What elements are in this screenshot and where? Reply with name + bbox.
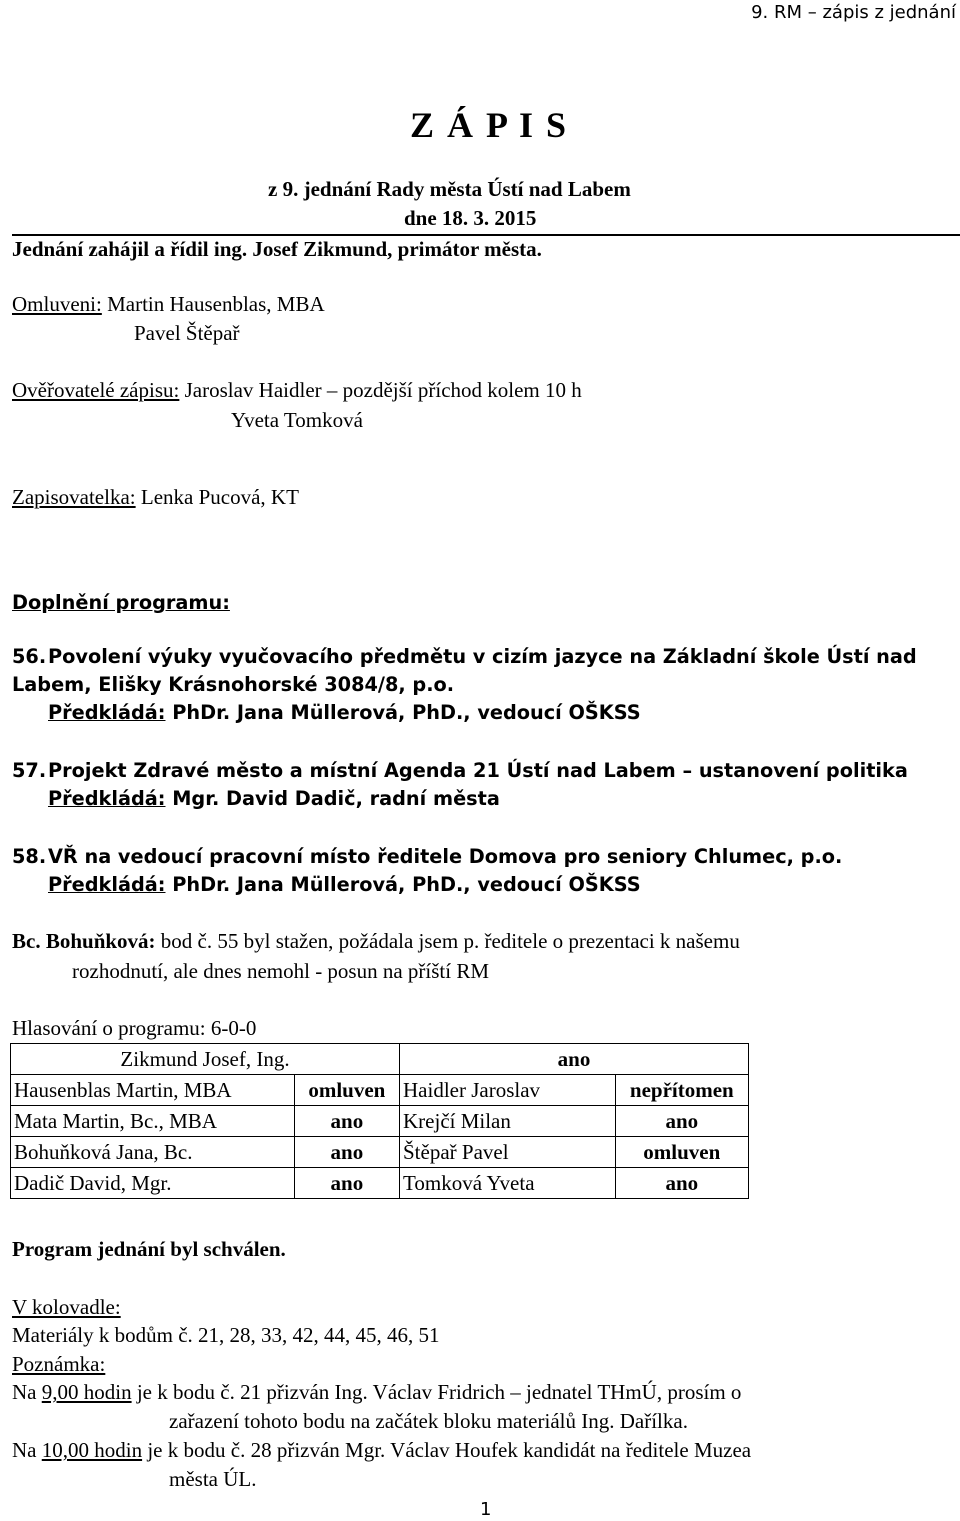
member-vote: nepřítomen <box>615 1075 748 1106</box>
verifier-1: Jaroslav Haidler – pozdější příchod kolem 10 h <box>184 378 582 402</box>
verifiers-line <box>12 378 582 402</box>
agenda-text: Projekt Zdravé město a místní Agenda 21 Ústí nad Labem – ustanovení politika <box>48 759 908 782</box>
bohunkova-text-2: rozhodnutí, ale dnes nemohl - posun na příští RM <box>72 959 490 983</box>
presenter-label: Předkládá: <box>48 787 166 810</box>
chair-name: Zikmund Josef, Ing. <box>11 1044 400 1075</box>
bohunkova-text-1: bod č. 55 byl stažen, požádala jsem p. ředitele o prezentaci k našemu <box>160 929 740 953</box>
member-vote: ano <box>615 1106 748 1137</box>
document-title: Z Á P I S <box>410 105 569 145</box>
excused-name-2: Pavel Štěpař <box>134 321 240 345</box>
opened-by: Jednání zahájil a řídil ing. Josef Zikmund, primátor města. <box>12 237 542 261</box>
running-header: 9. RM – zápis z jednání <box>751 2 956 23</box>
recorder-line <box>12 485 299 509</box>
note-prefix: Na <box>12 1438 37 1462</box>
presenter-label: Předkládá: <box>48 873 166 896</box>
member-name: Tomková Yveta <box>400 1168 616 1199</box>
agenda-item-57 <box>12 757 952 813</box>
member-name: Mata Martin, Bc., MBA <box>11 1106 295 1137</box>
meeting-date: dne 18. 3. 2015 <box>404 206 537 230</box>
circulation-text: Materiály k bodům č. 21, 28, 33, 42, 44, 45, 46, 51 <box>12 1323 440 1347</box>
program-supplement-label: Doplnění programu: <box>12 591 230 614</box>
member-name: Bohuňková Jana, Bc. <box>11 1137 295 1168</box>
chair-vote: ano <box>400 1044 749 1075</box>
note-item-2-line1 <box>12 1438 751 1462</box>
excused-line <box>12 292 325 316</box>
agenda-number: 58. <box>12 845 47 868</box>
member-vote: omluven <box>294 1075 399 1106</box>
verifiers-label: Ověřovatelé zápisu: <box>12 378 180 402</box>
excused-label: Omluveni: <box>12 292 102 316</box>
circulation-label: V kolovadle: <box>12 1295 121 1319</box>
vote-table <box>10 1043 749 1199</box>
member-vote: ano <box>615 1168 748 1199</box>
header-rule <box>12 234 960 236</box>
vote-row <box>11 1168 749 1199</box>
vote-row <box>11 1137 749 1168</box>
recorder-label: Zapisovatelka: <box>12 485 136 509</box>
note-item-1-line2: zařazení tohoto bodu na začátek bloku materiálů Ing. Dařílka. <box>169 1409 688 1433</box>
member-vote: ano <box>294 1137 399 1168</box>
member-vote: ano <box>294 1168 399 1199</box>
bohunkova-note-line1 <box>12 929 740 953</box>
note-time: 9,00 hodin <box>41 1380 132 1404</box>
excused-name-1: Martin Hausenblas, MBA <box>107 292 325 316</box>
agenda-number: 56. <box>12 645 47 668</box>
meeting-subtitle: z 9. jednání Rady města Ústí nad Labem <box>268 177 631 201</box>
member-name: Haidler Jaroslav <box>400 1075 616 1106</box>
note-item-1-line1 <box>12 1380 741 1404</box>
note-prefix: Na <box>12 1380 37 1404</box>
member-vote: omluven <box>615 1137 748 1168</box>
recorder-name: Lenka Pucová, KT <box>140 485 299 509</box>
bohunkova-speaker: Bc. Bohuňková: <box>12 929 156 953</box>
agenda-number: 57. <box>12 759 47 782</box>
page-number: 1 <box>480 1499 492 1520</box>
presenter: Mgr. David Dadič, radní města <box>172 787 500 810</box>
member-name: Krejčí Milan <box>400 1106 616 1137</box>
agenda-item-58 <box>12 843 952 899</box>
presenter-label: Předkládá: <box>48 701 166 724</box>
agenda-text: VŘ na vedoucí pracovní místo ředitele Domova pro seniory Chlumec, p.o. <box>48 845 843 868</box>
note-time: 10,00 hodin <box>41 1438 143 1462</box>
agenda-item-56 <box>12 643 952 727</box>
member-name: Dadič David, Mgr. <box>11 1168 295 1199</box>
agenda-text: Povolení výuky vyučovacího předmětu v cizím jazyce na Základní škole Ústí nad Labem, Elišky Krásnohorské 3084/8, p.o. <box>12 645 917 696</box>
vote-label: Hlasování o programu: 6-0-0 <box>12 1016 257 1040</box>
member-name: Štěpař Pavel <box>400 1137 616 1168</box>
vote-row <box>11 1075 749 1106</box>
presenter: PhDr. Jana Müllerová, PhD., vedoucí OŠKSS <box>172 701 641 724</box>
vote-row <box>11 1106 749 1137</box>
member-vote: ano <box>294 1106 399 1137</box>
note-item-2-line2: města ÚL. <box>169 1467 257 1491</box>
program-approved: Program jednání byl schválen. <box>12 1237 286 1261</box>
note-text: je k bodu č. 28 přizván Mgr. Václav Houfek kandidát na ředitele Muzea <box>142 1438 752 1462</box>
member-name: Hausenblas Martin, MBA <box>11 1075 295 1106</box>
note-text: je k bodu č. 21 přizván Ing. Václav Fridrich – jednatel THmÚ, prosím o <box>131 1380 742 1404</box>
verifier-2: Yveta Tomková <box>231 408 363 432</box>
note-label: Poznámka: <box>12 1352 106 1376</box>
vote-row-chair <box>11 1044 749 1075</box>
presenter: PhDr. Jana Müllerová, PhD., vedoucí OŠKSS <box>172 873 641 896</box>
